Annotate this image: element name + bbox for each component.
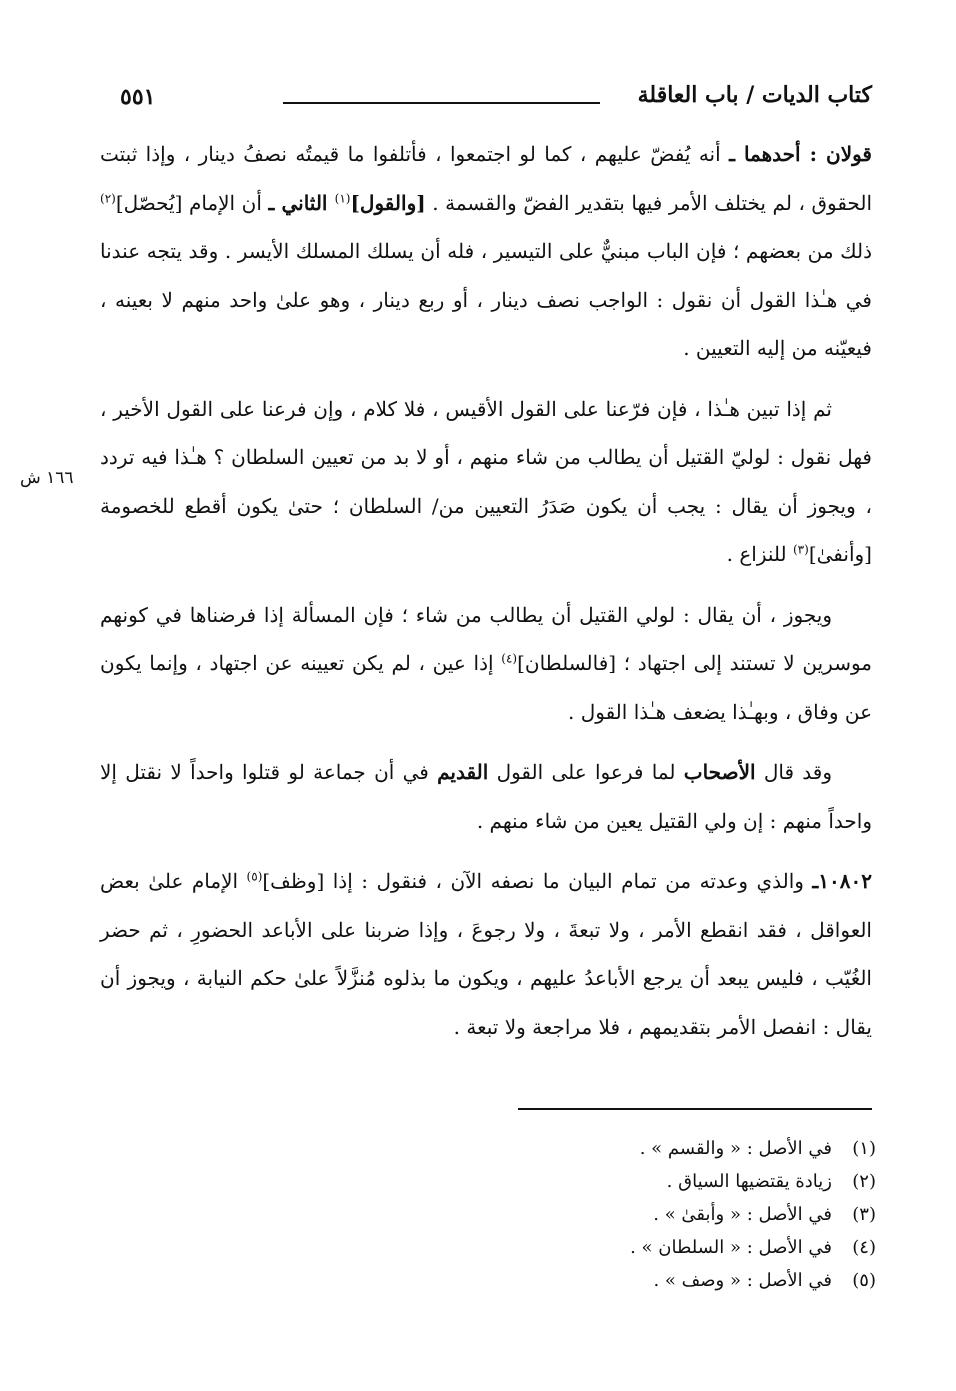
footnote-number: (٥) xyxy=(852,1270,876,1291)
footnote-item xyxy=(456,1165,876,1198)
footnote-text: في الأصل : « والقسم » . xyxy=(639,1138,832,1159)
paragraph-4 xyxy=(100,748,872,845)
header-rule xyxy=(283,102,600,104)
footnote-text: في الأصل : « السلطان » . xyxy=(630,1237,832,1258)
text-run: أنه يُفضّ عليهم ، كما لو اجتمعوا ، فأتلفوا ما قيمتُه نصفُ دينار ، وإذا ثبتت الحقوق ، لم يختلف الأمر فيها بتقدير الفضّ والقسمة . xyxy=(100,142,872,215)
text-run: ويجوز ، أن يقال : لولي القتيل أن يطالب من شاء ؛ فإن المسألة إذا فرضناها في كونهم موسرين لا تستند إلى اجتهاد ؛ [فالسلطان] xyxy=(100,602,872,675)
text-run: إذا عين ، لم يكن تعيينه عن اجتهاد ، وإنما يكون عن وفاق ، وبهـٰذا يضعف هـٰذا القول . xyxy=(100,651,872,724)
footnote-item xyxy=(456,1231,876,1264)
footnote-ref-1: (١) xyxy=(334,190,351,205)
footnote-ref-2: (٢) xyxy=(100,190,116,205)
footnotes xyxy=(456,1132,876,1297)
text-run: أن الإمام [يُحصّل] xyxy=(115,190,269,215)
footnote-number: (٤) xyxy=(852,1237,876,1258)
footnote-text: في الأصل : « وأبقىٰ » . xyxy=(653,1204,832,1225)
footnote-ref-3: (٣) xyxy=(792,542,809,557)
text-run: والذي وعدته من تمام البيان ما نصفه الآن ، فنقول : إذا [وظف] xyxy=(262,869,813,893)
page-number: ٥٥١ xyxy=(120,84,156,110)
text-run: لما فرعوا على القول xyxy=(488,760,684,784)
footnote-item xyxy=(456,1198,876,1231)
margin-manuscript-folio: ١٦٦ ش xyxy=(20,468,74,488)
text-run: الأصحاب xyxy=(683,760,756,784)
footnote-text: زيادة يقتضيها السياق . xyxy=(666,1171,832,1192)
section-number: ١٠٨٠٢ـ xyxy=(812,869,872,893)
page-header xyxy=(108,82,872,122)
text-run: ثم إذا تبين هـٰذا ، فإن فرّعنا على القول الأقيس ، فلا كلام ، وإن فرعنا على القول الأخير ، فهل نقول : لوليّ القتيل أن يطالب من شاء منهم ، أو لا بد من تعيين السلطان ؟ هـٰذا فيه تردد ، ويجوز أن يقال : يجب أن يكون صَدَرُ التعيين من/ السلطان ؛ حتىٰ يكون أقطع للخصومة [وأنفىٰ] xyxy=(100,396,872,566)
text-run: ذلك من بعضهم ؛ فإن الباب مبنيٌّ على التيسير ، فله أن يسلك المسلك الأيسر . وقد يتجه عندنا في هـٰذا القول أن نقول : الواجب نصف دينار ، أو ربع دينار ، وهو علىٰ واحد منهم لا بعينه ، فيعيّنه من إليه التعيين . xyxy=(100,239,872,360)
text-run: الإمام علىٰ بعض العواقل ، فقد انقطع الأمر ، ولا تبعةَ ، ولا رجوعَ ، وإذا ضربنا على الأباعد الحضورِ ، ثم حضر الغُيّب ، فليس يبعد أن يرجع الأباعدُ عليهم ، ويكون ما بذلوه مُنزَّلاً علىٰ حكم النيابة ، ويجوز أن يقال : انفصل الأمر بتقديمهم ، فلا مراجعة ولا تبعة . xyxy=(100,869,872,1039)
running-title: كتاب الديات / باب العاقلة xyxy=(637,82,872,108)
footnote-text: في الأصل : « وصف » . xyxy=(653,1270,832,1291)
main-text xyxy=(100,130,872,1063)
footnote-number: (٢) xyxy=(852,1171,876,1192)
text-run: في أن جماعة لو قتلوا واحداً لا نقتل إلا واحداً منهم : إن ولي القتيل يعين من شاء منهم . xyxy=(100,760,872,833)
paragraph-1 xyxy=(100,130,872,373)
text-run: أحدهما ـ xyxy=(729,142,801,166)
text-run: [والقول] xyxy=(350,190,426,215)
footnote-ref-4: (٤) xyxy=(501,651,518,666)
text-run: قولان : xyxy=(800,142,872,166)
footnote-item xyxy=(456,1264,876,1297)
text-run: وقد قال xyxy=(755,760,833,784)
footnote-number: (١) xyxy=(852,1138,876,1159)
text-run: الثاني ـ xyxy=(268,190,335,215)
footnote-item xyxy=(456,1132,876,1165)
paragraph-5 xyxy=(100,857,872,1051)
footnote-number: (٣) xyxy=(852,1204,876,1225)
paragraph-3 xyxy=(100,591,872,737)
footnote-rule xyxy=(518,1108,872,1110)
footnote-ref-5: (٥) xyxy=(246,869,263,884)
paragraph-2 xyxy=(100,385,872,579)
text-run: للنزاع . xyxy=(726,542,793,566)
text-run: القديم xyxy=(437,760,489,784)
